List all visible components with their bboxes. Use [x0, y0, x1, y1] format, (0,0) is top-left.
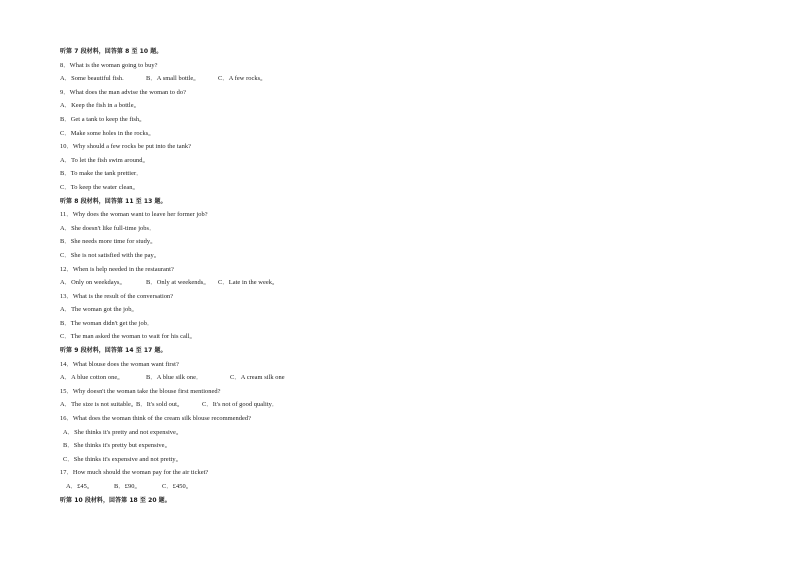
option-8b: B．A small bottle。: [146, 75, 200, 83]
option-12a: A．Only on weekdays。: [60, 279, 126, 287]
question-14-options: [60, 371, 580, 385]
question-15: 15．Why doesn't the woman take the blouse first mentioned?: [60, 387, 221, 395]
option-11a: A．She doesn't like full-time jobs．: [60, 224, 156, 232]
question-11: 11．Why does the woman want to leave her former job?: [60, 211, 208, 219]
option-10c: C．To keep the water clean。: [60, 183, 139, 191]
section-heading-8: 听第 8 段材料，回答第 11 至 13 题。: [60, 197, 167, 205]
question-12: 12．When is help needed in the restaurant?: [60, 265, 174, 273]
option-11b: B．She needs more time for study。: [60, 238, 157, 246]
question-12-options: [60, 276, 580, 290]
option-11c: C．She is not satisfied with the pay。: [60, 251, 161, 259]
section-heading-9: 听第 9 段材料，回答第 14 至 17 题。: [60, 347, 167, 355]
option-13a: A．The woman got the job。: [60, 306, 138, 314]
question-8-options: [60, 72, 580, 86]
option-13c: C．The man asked the woman to wait for his call。: [60, 333, 196, 341]
option-15b: B．It's sold out。: [136, 401, 184, 409]
option-17c: C．£450。: [162, 483, 193, 490]
section-heading-10: 听第 10 段材料，回答第 18 至 20 题。: [60, 496, 171, 504]
option-10a: A．To let the fish swim around。: [60, 156, 149, 164]
option-16b: B．She thinks it's pretty but expensive。: [63, 442, 172, 450]
question-10: 10．Why should a few rocks be put into the tank?: [60, 143, 192, 151]
option-8a: A．Some beautiful fish.: [60, 75, 124, 83]
option-16c: C．She thinks it's expensive and not pretty。: [63, 455, 183, 463]
question-9: 9．What does the man advise the woman to do?: [60, 88, 187, 96]
question-15-options: [60, 398, 580, 412]
option-15a: A．The size is not suitable。: [60, 401, 138, 409]
option-12b: B．Only at weekends。: [146, 279, 210, 287]
option-17a: A．£45。: [66, 483, 94, 490]
option-10b: B．To make the tank prettier．: [60, 170, 143, 178]
question-8: 8．What is the woman going to buy?: [60, 61, 158, 69]
question-14: 14．What blouse does the woman want first?: [60, 360, 179, 368]
option-9a: A．Keep the fish in a bottle。: [60, 102, 141, 110]
option-14c: C．A cream silk one: [230, 374, 285, 382]
option-16a: A．She thinks it's pretty and not expensive。: [63, 428, 183, 436]
listening-section: [60, 45, 580, 507]
option-17b: B．£90。: [114, 483, 141, 490]
question-17: 17．How much should the woman pay for the air ticket?: [60, 469, 209, 477]
section-heading-7: 听第 7 段材料，回答第 8 至 10 题。: [60, 48, 163, 55]
option-9c: C．Make some holes in the rocks。: [60, 129, 155, 137]
question-17-options: [60, 480, 580, 494]
option-14b: B．A blue silk one．: [146, 374, 203, 382]
option-12c: C．Late in the week。: [218, 279, 279, 287]
option-15c: C．It's not of good quality．: [202, 401, 279, 409]
option-14a: A．A blue cotton one。: [60, 374, 124, 382]
question-16: 16．What does the woman think of the cream silk blouse recommended?: [60, 415, 252, 423]
option-8c: C．A few rocks。: [218, 75, 267, 83]
option-13b: B．The woman didn't get the job．: [60, 319, 154, 327]
question-13: 13．What is the result of the conversation?: [60, 292, 174, 300]
option-9b: B．Get a tank to keep the fish。: [60, 115, 146, 123]
